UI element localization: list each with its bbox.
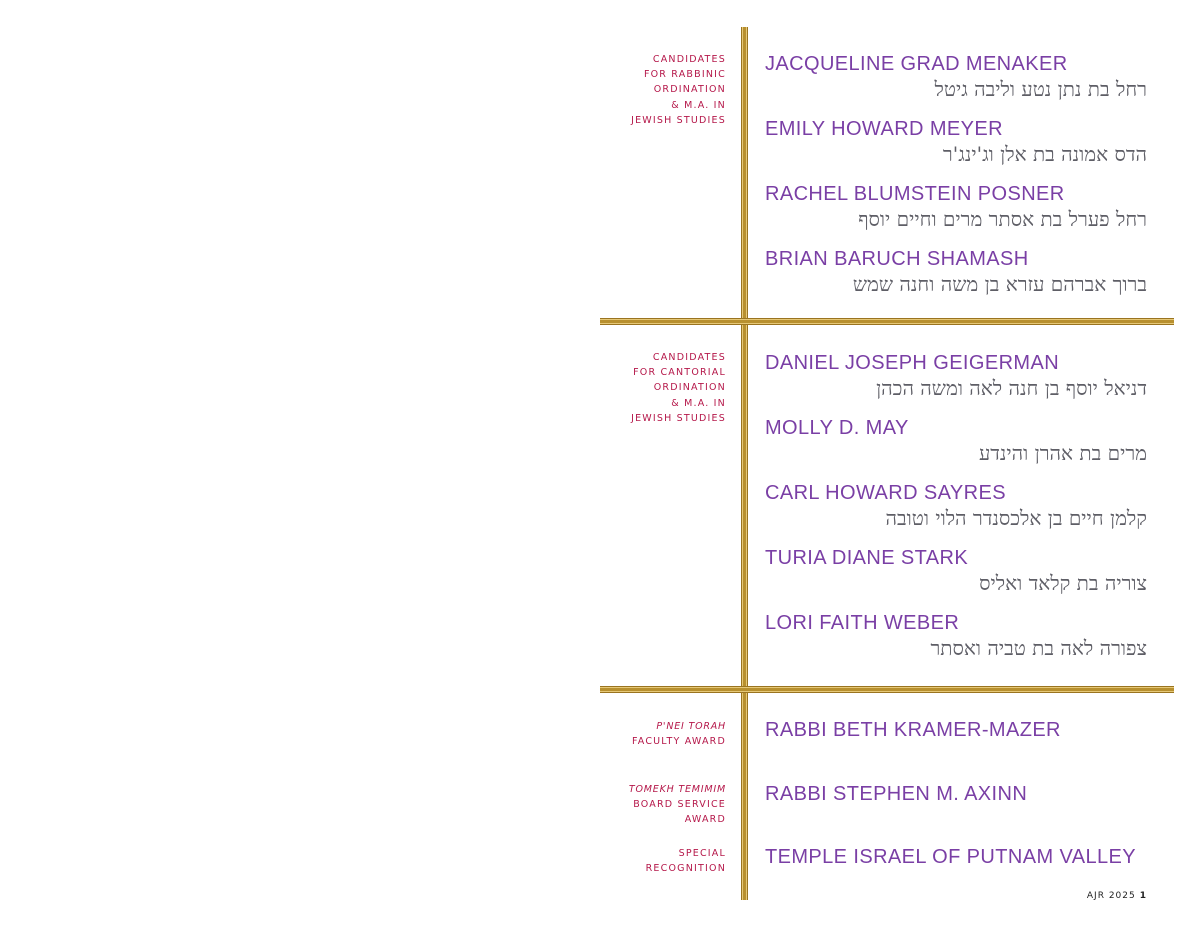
page-footer bbox=[1087, 891, 1146, 901]
candidate-hebrew-name: הדס אמונה בת אלן וג'ינג'ר bbox=[942, 142, 1147, 166]
label-line: & M.A. IN bbox=[671, 397, 726, 409]
label-line: CANDIDATES bbox=[652, 352, 726, 363]
candidate-entry bbox=[765, 416, 1147, 467]
faculty-award-label bbox=[586, 719, 726, 749]
board-service-award-label bbox=[586, 782, 726, 828]
label-line: CANDIDATES bbox=[652, 54, 726, 65]
candidate-name: DANIEL JOSEPH GEIGERMAN bbox=[765, 352, 1060, 374]
candidate-name: CARL HOWARD SAYRES bbox=[765, 482, 1006, 504]
candidate-hebrew-name: רחל בת נתן נטע וליבה גיטל bbox=[934, 77, 1147, 101]
label-line: BOARD SERVICE bbox=[633, 799, 726, 811]
candidate-entry bbox=[765, 247, 1147, 298]
candidate-hebrew-name: מרים בת אהרן והינדע bbox=[978, 441, 1147, 465]
award-title: TOMEKH TEMIMIM bbox=[628, 784, 726, 795]
label-line: & M.A. IN bbox=[671, 99, 726, 111]
label-line: SPECIAL bbox=[678, 848, 726, 859]
label-line: JEWISH STUDIES bbox=[631, 114, 726, 126]
candidate-name: LORI FAITH WEBER bbox=[765, 612, 960, 634]
candidate-name: MOLLY D. MAY bbox=[765, 417, 909, 439]
label-line: ORDINATION bbox=[653, 382, 726, 394]
horizontal-gold-rule bbox=[600, 686, 1174, 693]
candidate-entry bbox=[765, 351, 1147, 402]
candidate-name: JACQUELINE GRAD MENAKER bbox=[765, 53, 1068, 75]
candidate-hebrew-name: דניאל יוסף בן חנה לאה ומשה הכהן bbox=[876, 376, 1147, 400]
candidate-name: RACHEL BLUMSTEIN POSNER bbox=[765, 183, 1065, 205]
candidate-hebrew-name: ברוך אברהם עזרא בן משה וחנה שמש bbox=[852, 272, 1147, 296]
award-recipient: RABBI BETH KRAMER-MAZER bbox=[765, 719, 1061, 741]
award-recipient: RABBI STEPHEN M. AXINN bbox=[765, 783, 1028, 805]
label-line: AWARD bbox=[684, 814, 726, 826]
award-recipient: TEMPLE ISRAEL OF PUTNAM VALLEY bbox=[765, 846, 1136, 868]
horizontal-gold-rule bbox=[600, 318, 1174, 325]
candidate-entry bbox=[765, 52, 1147, 103]
candidate-entry bbox=[765, 117, 1147, 168]
cantorial-section-label bbox=[586, 350, 726, 426]
candidate-hebrew-name: קלמן חיים בן אלכסנדר הלוי וטובה bbox=[885, 506, 1147, 530]
vertical-gold-rule bbox=[741, 27, 748, 900]
label-line: RECOGNITION bbox=[645, 863, 726, 875]
award-title: P'NEI TORAH bbox=[656, 721, 726, 732]
candidate-hebrew-name: צפורה לאה בת טביה ואסתר bbox=[930, 636, 1147, 660]
candidate-name: EMILY HOWARD MEYER bbox=[765, 118, 1003, 140]
candidate-entry bbox=[765, 182, 1147, 233]
candidate-name: TURIA DIANE STARK bbox=[765, 547, 969, 569]
label-line: FACULTY AWARD bbox=[632, 736, 726, 748]
candidate-hebrew-name: רחל פערל בת אסתר מרים וחיים יוסף bbox=[858, 207, 1147, 231]
candidate-entry bbox=[765, 546, 1147, 597]
label-line: FOR CANTORIAL bbox=[633, 367, 726, 379]
label-line: JEWISH STUDIES bbox=[631, 412, 726, 424]
candidate-entry bbox=[765, 481, 1147, 532]
publication-label: AJR 2025 bbox=[1086, 891, 1136, 901]
special-recognition-label bbox=[586, 846, 726, 876]
label-line: ORDINATION bbox=[653, 84, 726, 96]
label-line: FOR RABBINIC bbox=[643, 69, 726, 81]
candidate-entry bbox=[765, 611, 1147, 662]
candidate-hebrew-name: צוריה בת קלאד ואליס bbox=[979, 571, 1147, 595]
page-number: 1 bbox=[1139, 891, 1146, 901]
candidate-name: BRIAN BARUCH SHAMASH bbox=[765, 248, 1029, 270]
rabbinic-section-label bbox=[586, 52, 726, 128]
